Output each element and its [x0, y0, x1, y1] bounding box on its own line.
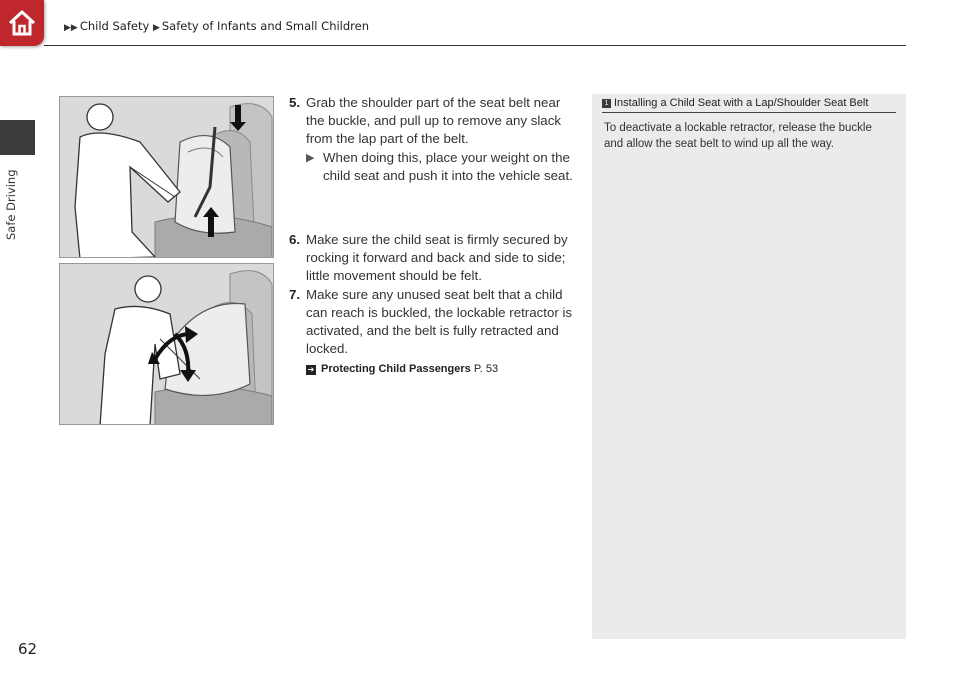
step-6: [289, 231, 579, 286]
figure-rock-child-seat: [59, 263, 274, 425]
xref-arrow-icon: ➔: [307, 365, 315, 375]
step-number: 6.: [289, 232, 301, 248]
sidebar-note-title: Installing a Child Seat with a Lap/Shoulder Seat Belt: [614, 97, 869, 109]
step-text: Grab the shoulder part of the seat belt near the buckle, and pull up to remove any slack from the lap part of the belt.: [306, 95, 562, 147]
xref-title[interactable]: Protecting Child Passengers: [321, 363, 471, 376]
step-5: [289, 94, 579, 149]
illustration-rock-child-seat: [60, 264, 274, 425]
section-tab-marker: [0, 120, 35, 155]
breadcrumb-item-current: Safety of Infants and Small Children: [161, 19, 370, 33]
xref-page: P. 53: [473, 363, 499, 376]
figure-adjust-shoulder-belt: [59, 96, 274, 258]
breadcrumb-arrow-icon: ▶: [152, 23, 160, 33]
section-label: Safe Driving: [4, 169, 18, 240]
note-marker-icon: 1: [602, 99, 611, 108]
note-text: When doing this, place your weight on the child seat and push it into the vehicle seat.: [323, 149, 573, 183]
step-number: 5.: [289, 95, 301, 110]
step-7: [289, 286, 579, 359]
home-icon: [7, 9, 37, 37]
step-number: 7.: [289, 286, 301, 302]
sidebar-note-body: To deactivate a lockable retractor, release the buckle and allow the seat belt to wind up all the way.: [604, 122, 872, 150]
note-arrow-icon: ▶: [306, 151, 315, 164]
header-divider: [44, 45, 906, 46]
illustration-adjust-shoulder-belt: [60, 97, 274, 258]
breadcrumb: [64, 19, 369, 33]
cross-reference-link[interactable]: [289, 360, 579, 378]
breadcrumb-arrow-icon: ▶▶: [64, 23, 78, 33]
page-number: 62: [18, 640, 38, 658]
step-text: Make sure the child seat is firmly secured by rocking it forward and back and side to side; little movement should be felt.: [306, 232, 568, 284]
sidebar-note: [592, 94, 906, 639]
sidebar-note-header: [602, 97, 896, 113]
step-text: Make sure any unused seat belt that a child can reach is buckled, the lockable retractor is activated, and the belt is fully retracted and locked.: [306, 286, 573, 357]
home-button[interactable]: [0, 0, 44, 46]
breadcrumb-item-child-safety[interactable]: Child Safety: [79, 19, 150, 33]
instruction-steps: [289, 94, 579, 379]
step-5-note: [306, 149, 579, 185]
